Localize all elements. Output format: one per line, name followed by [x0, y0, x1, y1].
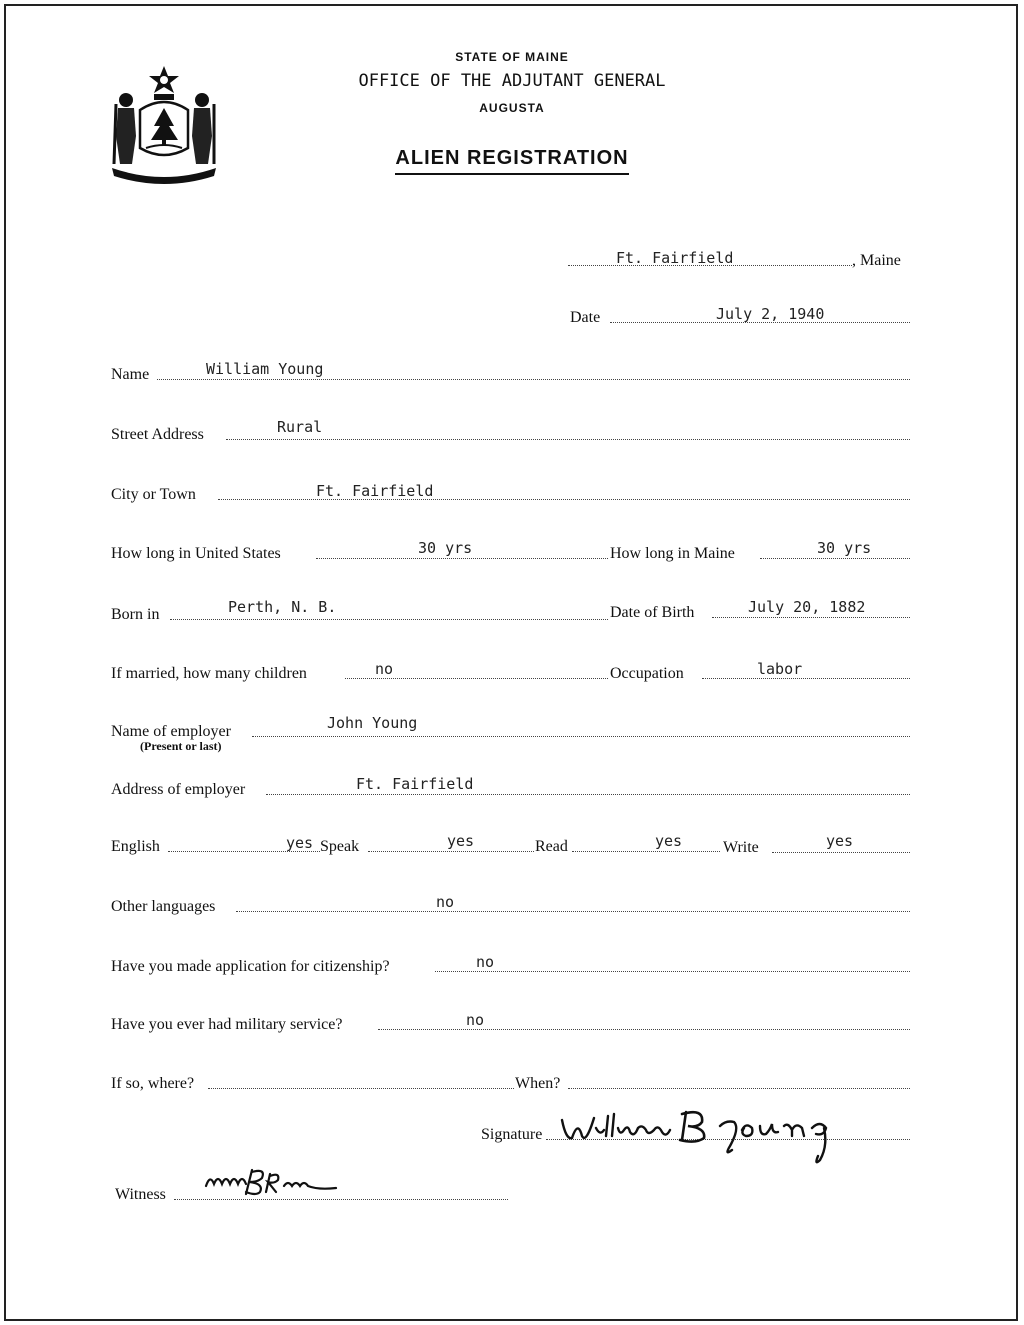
street-value: Rural — [277, 418, 323, 436]
name-line — [157, 379, 910, 380]
read-value: yes — [655, 832, 683, 850]
us-years-value: 30 yrs — [418, 539, 473, 557]
write-line — [772, 852, 910, 853]
occupation-line — [702, 678, 910, 679]
employer-sublabel: (Present or last) — [140, 739, 222, 753]
city-label: City or Town — [111, 486, 196, 503]
signature-image — [556, 1100, 866, 1170]
where-label: If so, where? — [111, 1075, 195, 1092]
witness-signature-image — [200, 1160, 350, 1200]
other-languages-line — [236, 911, 910, 912]
where-line — [208, 1088, 514, 1089]
office-heading: OFFICE OF THE ADJUTANT GENERAL — [358, 71, 666, 91]
form-title: ALIEN REGISTRATION — [395, 147, 628, 175]
state-heading: STATE OF MAINE — [455, 50, 569, 64]
military-label: Have you ever had military service? — [111, 1016, 343, 1033]
write-value: yes — [826, 832, 854, 850]
born-value: Perth, N. B. — [228, 598, 337, 616]
born-line — [170, 619, 608, 620]
maine-years-label: How long in Maine — [610, 545, 735, 562]
us-years-line — [316, 558, 608, 559]
other-languages-value: no — [436, 893, 455, 911]
when-label: When? — [515, 1075, 561, 1092]
citizenship-line — [435, 971, 910, 972]
us-years-label: How long in United States — [111, 545, 281, 562]
dob-label: Date of Birth — [610, 604, 695, 621]
maine-years-value: 30 yrs — [817, 539, 872, 557]
other-languages-label: Other languages — [111, 898, 216, 915]
employer-value: John Young — [327, 714, 418, 732]
citizenship-value: no — [476, 953, 495, 971]
street-line — [226, 439, 910, 440]
date-label: Date — [570, 309, 601, 326]
born-label: Born in — [111, 606, 160, 623]
speak-line — [368, 851, 534, 852]
military-value: no — [466, 1011, 485, 1029]
maine-years-line — [760, 558, 910, 559]
place-value: Ft. Fairfield — [616, 249, 734, 267]
form-title-wrap — [0, 147, 1024, 170]
speak-value: yes — [447, 832, 475, 850]
military-line — [378, 1029, 910, 1030]
read-line — [572, 851, 720, 852]
children-label: If married, how many children — [111, 665, 307, 682]
employer-address-value: Ft. Fairfield — [356, 775, 474, 793]
speak-label: Speak — [320, 838, 360, 855]
employer-address-line — [266, 794, 910, 795]
place-suffix: , Maine — [852, 252, 901, 269]
name-value: William Young — [206, 360, 324, 378]
street-label: Street Address — [111, 426, 204, 443]
seal-banner-text: MAINE — [142, 164, 193, 177]
write-label: Write — [723, 839, 759, 856]
when-line — [568, 1088, 910, 1089]
employer-label: Name of employer — [111, 723, 231, 740]
employer-address-label: Address of employer — [111, 781, 246, 798]
citizenship-label: Have you made application for citizenship? — [111, 958, 390, 975]
witness-label: Witness — [115, 1186, 166, 1203]
children-line — [345, 678, 608, 679]
employer-line — [252, 736, 910, 737]
english-value: yes — [286, 834, 314, 852]
occupation-value: labor — [757, 660, 803, 678]
city-value: Ft. Fairfield — [316, 482, 434, 500]
name-label: Name — [111, 366, 150, 383]
children-value: no — [375, 660, 394, 678]
dob-value: July 20, 1882 — [748, 598, 866, 616]
english-label: English — [111, 838, 160, 855]
read-label: Read — [535, 838, 568, 855]
occupation-label: Occupation — [610, 665, 684, 682]
dob-line — [712, 617, 910, 618]
city-heading: AUGUSTA — [479, 101, 545, 115]
signature-label: Signature — [481, 1126, 543, 1143]
date-value: July 2, 1940 — [716, 305, 825, 323]
